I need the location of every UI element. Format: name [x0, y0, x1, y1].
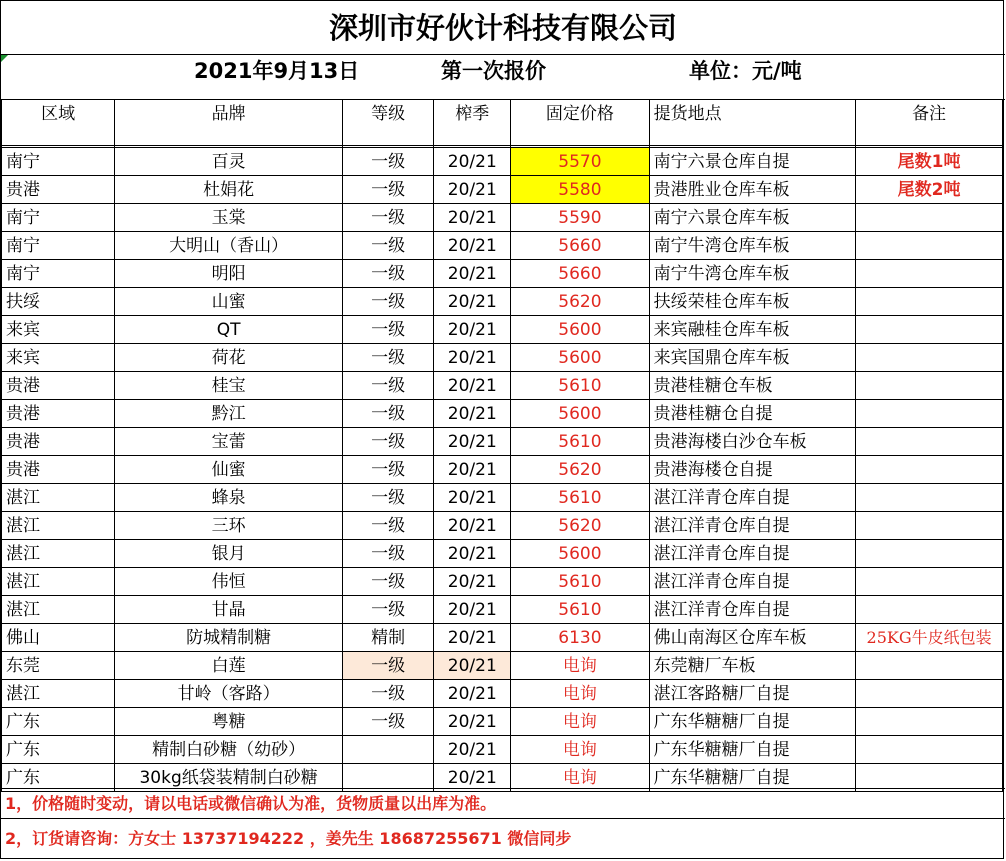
- cell-note: [856, 316, 1003, 344]
- cell-brand: 仙蜜: [115, 456, 343, 484]
- cell-brand: 荷花: [115, 344, 343, 372]
- cell-location: 广东华糖糖厂自提: [649, 708, 856, 736]
- cell-note: [856, 596, 1003, 624]
- cell-note: [856, 232, 1003, 260]
- cell-price: 5610: [511, 428, 649, 456]
- cell-region: 东莞: [2, 652, 115, 680]
- cell-region: 湛江: [2, 484, 115, 512]
- cell-season: 20/21: [434, 484, 511, 512]
- cell-brand: 甘岭（客路）: [115, 680, 343, 708]
- cell-season: 20/21: [434, 764, 511, 792]
- table-row: [2, 736, 1003, 764]
- cell-note: [856, 512, 1003, 540]
- cell-note: [856, 484, 1003, 512]
- cell-price: 电询: [511, 764, 649, 792]
- cell-region: 来宾: [2, 316, 115, 344]
- cell-season: 20/21: [434, 400, 511, 428]
- cell-brand: 玉棠: [115, 204, 343, 232]
- cell-location: 湛江洋青仓库自提: [649, 484, 856, 512]
- cell-price: 6130: [511, 624, 649, 652]
- cell-price: 5600: [511, 540, 649, 568]
- cell-note: [856, 540, 1003, 568]
- cell-region: 贵港: [2, 400, 115, 428]
- header-season: 榨季: [434, 100, 511, 146]
- table-row: [2, 540, 1003, 568]
- cell-note: [856, 288, 1003, 316]
- cell-location: 南宁牛湾仓库车板: [649, 232, 856, 260]
- cell-price: 5580: [511, 176, 649, 204]
- cell-brand: 甘晶: [115, 596, 343, 624]
- cell-price: 5600: [511, 316, 649, 344]
- cell-note: [856, 428, 1003, 456]
- cell-region: 湛江: [2, 680, 115, 708]
- cell-grade: 一级: [342, 484, 434, 512]
- header-location: 提货地点: [649, 100, 856, 146]
- cell-grade: 一级: [342, 176, 434, 204]
- cell-price: 5610: [511, 596, 649, 624]
- cell-grade: 精制: [342, 624, 434, 652]
- table-row: [2, 484, 1003, 512]
- table-row: [2, 176, 1003, 204]
- cell-note: [856, 736, 1003, 764]
- cell-note: [856, 400, 1003, 428]
- cell-note: 尾数2吨: [856, 176, 1003, 204]
- cell-brand: 防城精制糖: [115, 624, 343, 652]
- cell-brand: 白莲: [115, 652, 343, 680]
- cell-price: 5600: [511, 344, 649, 372]
- cell-season: 20/21: [434, 596, 511, 624]
- cell-grade: 一级: [342, 344, 434, 372]
- table-row: [2, 232, 1003, 260]
- table-row: [2, 372, 1003, 400]
- cell-location: 湛江洋青仓库自提: [649, 596, 856, 624]
- header-price: 固定价格: [511, 100, 649, 146]
- table-row: [2, 680, 1003, 708]
- cell-grade: 一级: [342, 540, 434, 568]
- cell-season: 20/21: [434, 708, 511, 736]
- cell-season: 20/21: [434, 428, 511, 456]
- cell-season: 20/21: [434, 680, 511, 708]
- cell-location: 贵港桂糖仓车板: [649, 372, 856, 400]
- cell-note: [856, 204, 1003, 232]
- cell-grade: 一级: [342, 596, 434, 624]
- cell-location: 湛江客路糖厂自提: [649, 680, 856, 708]
- cell-brand: 粤糖: [115, 708, 343, 736]
- cell-brand: QT: [115, 316, 343, 344]
- cell-location: 广东华糖糖厂自提: [649, 764, 856, 792]
- quote-date: 2021年9月13日: [194, 59, 360, 83]
- cell-location: 来宾融桂仓库车板: [649, 316, 856, 344]
- cell-region: 广东: [2, 764, 115, 792]
- cell-brand: 杜娟花: [115, 176, 343, 204]
- info-row: [1, 55, 1005, 100]
- cell-grade: 一级: [342, 372, 434, 400]
- cell-location: 南宁牛湾仓库车板: [649, 260, 856, 288]
- cell-season: 20/21: [434, 456, 511, 484]
- table-row: [2, 316, 1003, 344]
- cell-price: 5620: [511, 288, 649, 316]
- cell-brand: 30kg纸袋装精制白砂糖: [115, 764, 343, 792]
- cell-price: 5620: [511, 512, 649, 540]
- cell-region: 来宾: [2, 344, 115, 372]
- cell-price: 电询: [511, 736, 649, 764]
- company-title: 深圳市好伙计科技有限公司: [1, 1, 1005, 55]
- cell-region: 贵港: [2, 372, 115, 400]
- cell-region: 南宁: [2, 204, 115, 232]
- cell-price: 电询: [511, 708, 649, 736]
- cell-region: 贵港: [2, 176, 115, 204]
- cell-brand: 大明山（香山）: [115, 232, 343, 260]
- cell-season: 20/21: [434, 288, 511, 316]
- cell-brand: 银月: [115, 540, 343, 568]
- cell-note: 25KG牛皮纸包装: [856, 624, 1003, 652]
- cell-price: 5660: [511, 232, 649, 260]
- cell-region: 湛江: [2, 512, 115, 540]
- table-row: [2, 568, 1003, 596]
- cell-region: 贵港: [2, 428, 115, 456]
- cell-region: 湛江: [2, 596, 115, 624]
- cell-note: [856, 708, 1003, 736]
- cell-region: 贵港: [2, 456, 115, 484]
- cell-region: 广东: [2, 736, 115, 764]
- table-row: [2, 428, 1003, 456]
- cell-season: 20/21: [434, 568, 511, 596]
- cell-grade: 一级: [342, 288, 434, 316]
- cell-location: 贵港海楼白沙仓车板: [649, 428, 856, 456]
- cell-brand: 明阳: [115, 260, 343, 288]
- cell-season: 20/21: [434, 176, 511, 204]
- footer-note-2: 2，订货请咨询：方女士 13737194222 ，姜先生 18687255671 微信同步: [1, 818, 1005, 859]
- cell-grade: 一级: [342, 708, 434, 736]
- cell-location: 南宁六景仓库车板: [649, 204, 856, 232]
- quote-round: 第一次报价: [441, 59, 546, 83]
- cell-season: 20/21: [434, 512, 511, 540]
- cell-grade: 一级: [342, 652, 434, 680]
- table-row: [2, 596, 1003, 624]
- cell-region: 湛江: [2, 568, 115, 596]
- cell-location: 湛江洋青仓库自提: [649, 512, 856, 540]
- table-row: [2, 400, 1003, 428]
- cell-note: [856, 372, 1003, 400]
- cell-region: 扶绥: [2, 288, 115, 316]
- cell-brand: 三环: [115, 512, 343, 540]
- cell-note: 尾数1吨: [856, 148, 1003, 176]
- cell-brand: 伟恒: [115, 568, 343, 596]
- price-unit: 单位：元/吨: [689, 59, 802, 83]
- cell-note: [856, 652, 1003, 680]
- cell-brand: 桂宝: [115, 372, 343, 400]
- table-row: [2, 456, 1003, 484]
- cell-price: 5570: [511, 148, 649, 176]
- cell-season: 20/21: [434, 316, 511, 344]
- cell-grade: 一级: [342, 400, 434, 428]
- cell-season: 20/21: [434, 344, 511, 372]
- cell-season: 20/21: [434, 540, 511, 568]
- cell-price: 5620: [511, 456, 649, 484]
- cell-grade: 一级: [342, 316, 434, 344]
- cell-location: 扶绥荣桂仓库车板: [649, 288, 856, 316]
- cell-location: 湛江洋青仓库自提: [649, 540, 856, 568]
- cell-region: 佛山: [2, 624, 115, 652]
- header-region: 区域: [2, 100, 115, 146]
- cell-note: [856, 456, 1003, 484]
- cell-brand: 百灵: [115, 148, 343, 176]
- cell-location: 来宾国鼎仓库车板: [649, 344, 856, 372]
- cell-note: [856, 680, 1003, 708]
- cell-grade: 一级: [342, 512, 434, 540]
- cell-location: 南宁六景仓库自提: [649, 148, 856, 176]
- header-row: [2, 100, 1003, 146]
- cell-grade: 一级: [342, 260, 434, 288]
- cell-grade: 一级: [342, 204, 434, 232]
- cell-region: 南宁: [2, 232, 115, 260]
- cell-brand: 蜂泉: [115, 484, 343, 512]
- cell-brand: 精制白砂糖（幼砂）: [115, 736, 343, 764]
- cell-grade: 一级: [342, 568, 434, 596]
- cell-price: 5610: [511, 568, 649, 596]
- cell-season: 20/21: [434, 652, 511, 680]
- cell-season: 20/21: [434, 260, 511, 288]
- cell-region: 南宁: [2, 148, 115, 176]
- cell-note: [856, 260, 1003, 288]
- cell-price: 5590: [511, 204, 649, 232]
- cell-price: 电询: [511, 680, 649, 708]
- cell-grade: 一级: [342, 456, 434, 484]
- cell-season: 20/21: [434, 624, 511, 652]
- cell-price: 5610: [511, 372, 649, 400]
- cell-season: 20/21: [434, 204, 511, 232]
- table-row: [2, 204, 1003, 232]
- cell-region: 南宁: [2, 260, 115, 288]
- cell-note: [856, 344, 1003, 372]
- cell-location: 贵港海楼仓自提: [649, 456, 856, 484]
- cell-price: 5600: [511, 400, 649, 428]
- cell-brand: 山蜜: [115, 288, 343, 316]
- table-row: [2, 260, 1003, 288]
- cell-grade: 一级: [342, 680, 434, 708]
- table-row: [2, 288, 1003, 316]
- footer-note-1: 1，价格随时变动，请以电话或微信确认为准，货物质量以出库为准。: [1, 788, 1005, 818]
- header-brand: 品牌: [115, 100, 343, 146]
- cell-brand: 黔江: [115, 400, 343, 428]
- cell-season: 20/21: [434, 232, 511, 260]
- cell-grade: 一级: [342, 428, 434, 456]
- cell-location: 贵港桂糖仓自提: [649, 400, 856, 428]
- cell-price: 5610: [511, 484, 649, 512]
- cell-note: [856, 568, 1003, 596]
- table-row: [2, 512, 1003, 540]
- table-row: [2, 708, 1003, 736]
- cell-location: 广东华糖糖厂自提: [649, 736, 856, 764]
- table-row: [2, 624, 1003, 652]
- cell-location: 湛江洋青仓库自提: [649, 568, 856, 596]
- cell-season: 20/21: [434, 736, 511, 764]
- table-row: [2, 344, 1003, 372]
- cell-grade: 一级: [342, 232, 434, 260]
- cell-location: 佛山南海区仓库车板: [649, 624, 856, 652]
- cell-grade: [342, 736, 434, 764]
- price-table: [1, 99, 1003, 792]
- cell-brand: 宝蕾: [115, 428, 343, 456]
- cell-season: 20/21: [434, 148, 511, 176]
- header-grade: 等级: [342, 100, 434, 146]
- cell-price: 电询: [511, 652, 649, 680]
- table-row: [2, 652, 1003, 680]
- cell-region: 湛江: [2, 540, 115, 568]
- cell-region: 广东: [2, 708, 115, 736]
- cell-season: 20/21: [434, 372, 511, 400]
- cell-location: 东莞糖厂车板: [649, 652, 856, 680]
- table-row: [2, 148, 1003, 176]
- cell-grade: 一级: [342, 148, 434, 176]
- cell-location: 贵港胜业仓库车板: [649, 176, 856, 204]
- header-note: 备注: [856, 100, 1003, 146]
- cell-price: 5660: [511, 260, 649, 288]
